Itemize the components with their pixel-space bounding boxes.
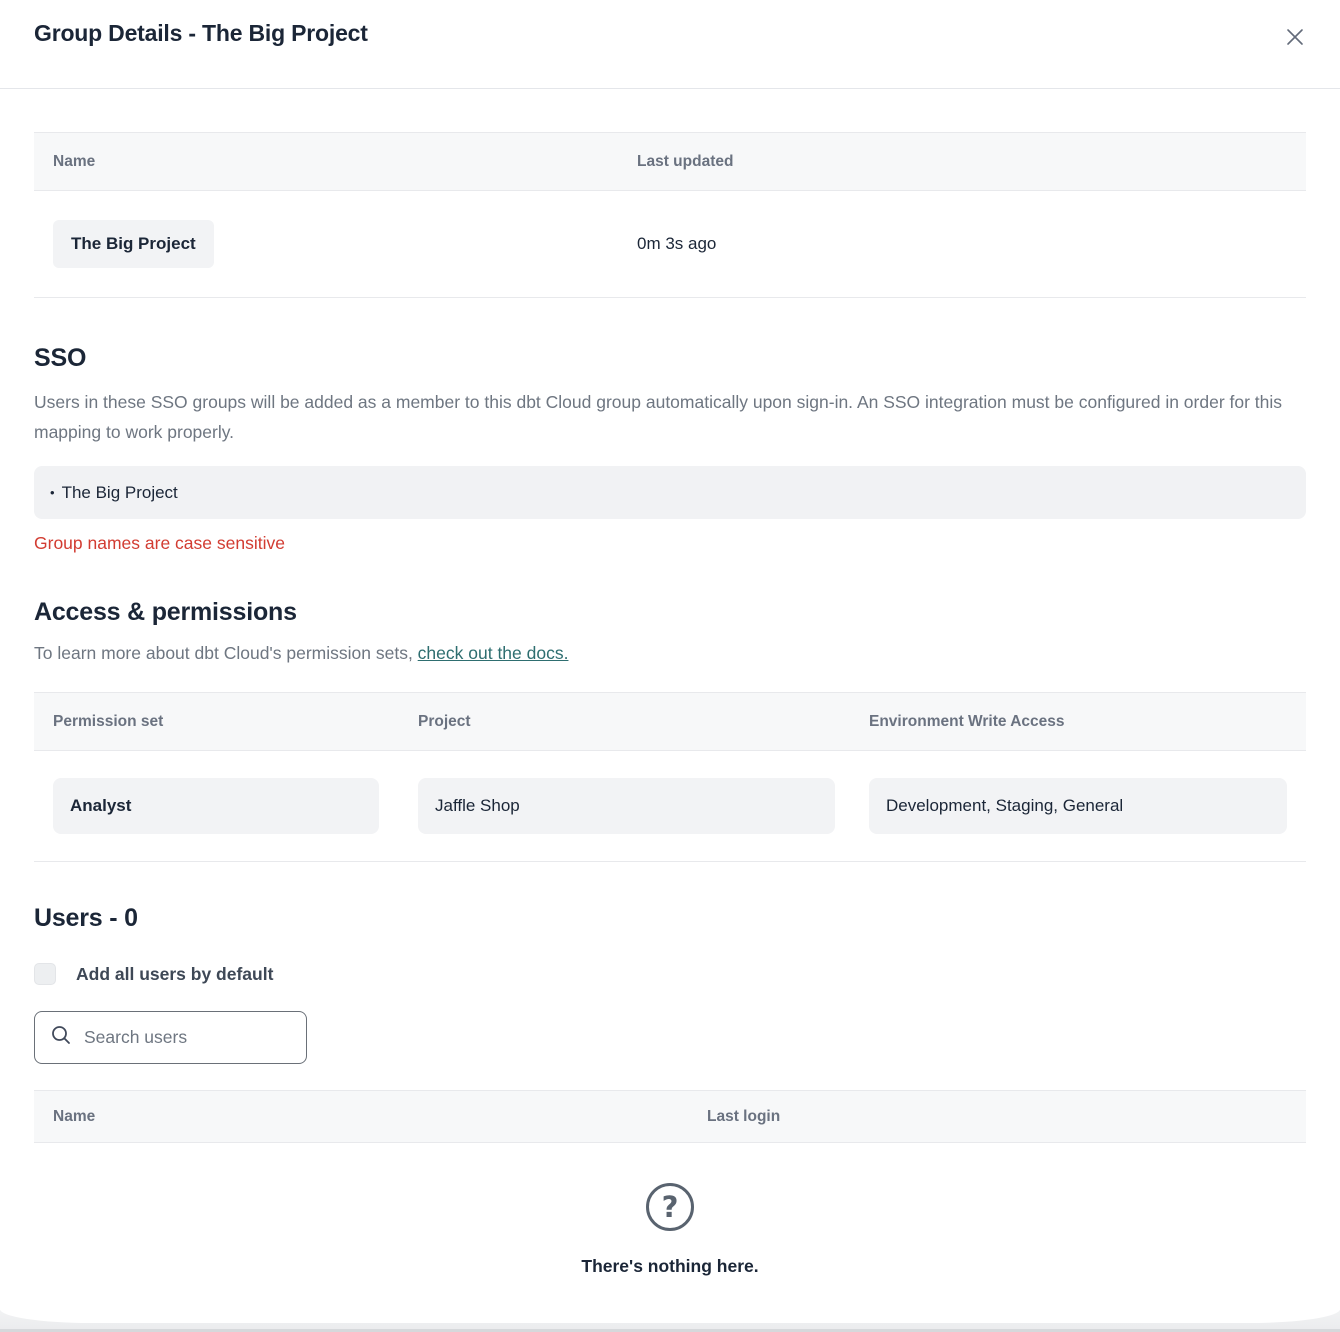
docs-link[interactable]: check out the docs.: [417, 643, 569, 663]
modal-header: [0, 0, 1340, 89]
table-row: [34, 191, 1306, 298]
close-button[interactable]: [1278, 20, 1312, 54]
permissions-table: [34, 692, 1306, 862]
sso-heading: SSO: [34, 344, 87, 372]
add-all-users-label: Add all users by default: [76, 963, 274, 984]
search-icon: [50, 1024, 72, 1051]
group-table-header: [34, 132, 1306, 191]
group-table: [34, 132, 1306, 298]
question-circle-icon: ?: [646, 1183, 694, 1231]
column-header-permission-set: Permission set: [53, 712, 164, 730]
permission-set-value: Analyst: [53, 778, 379, 834]
empty-state: [34, 1183, 1306, 1277]
environment-write-access-value: Development, Staging, General: [869, 778, 1287, 834]
modal-bottom-curve: [0, 1309, 1340, 1323]
column-header-last-updated: Last updated: [637, 152, 734, 170]
case-sensitive-warning: Group names are case sensitive: [34, 533, 285, 553]
users-heading: Users - 0: [34, 904, 138, 932]
docs-prefix-text: To learn more about dbt Cloud's permission sets,: [34, 643, 418, 663]
column-header-last-login: Last login: [707, 1107, 781, 1125]
sso-group-name: The Big Project: [61, 482, 178, 502]
column-header-name: Name: [53, 152, 96, 170]
column-header-project: Project: [418, 712, 471, 730]
column-header-environment-write-access: Environment Write Access: [869, 712, 1065, 730]
add-all-users-row: [34, 963, 1306, 985]
close-icon: [1282, 38, 1308, 53]
users-table: [34, 1090, 1306, 1143]
sso-group-item[interactable]: [34, 466, 1306, 519]
page-title: Group Details - The Big Project: [34, 20, 368, 46]
project-value: Jaffle Shop: [418, 778, 835, 834]
modal-content: [0, 132, 1340, 1277]
empty-state-text: There's nothing here.: [581, 1256, 759, 1276]
add-all-users-checkbox[interactable]: [34, 963, 56, 985]
table-row: [34, 751, 1306, 862]
sso-description: Users in these SSO groups will be added as a member to this dbt Cloud group automatically upon sign-in. An SSO integration must be configured in order for this mapping to work properly.: [34, 392, 1283, 442]
modal-bottom-edge: [0, 1310, 1340, 1332]
search-users-box[interactable]: [34, 1011, 307, 1064]
users-table-header: [34, 1090, 1306, 1143]
group-name-chip: The Big Project: [53, 220, 214, 268]
access-permissions-heading: Access & permissions: [34, 598, 297, 626]
bullet-icon: •: [50, 485, 55, 500]
search-users-input[interactable]: [84, 1027, 274, 1048]
permissions-table-header: [34, 692, 1306, 751]
last-updated-value: 0m 3s ago: [637, 234, 717, 253]
column-header-user-name: Name: [53, 1107, 96, 1125]
docs-line: [34, 643, 1306, 664]
